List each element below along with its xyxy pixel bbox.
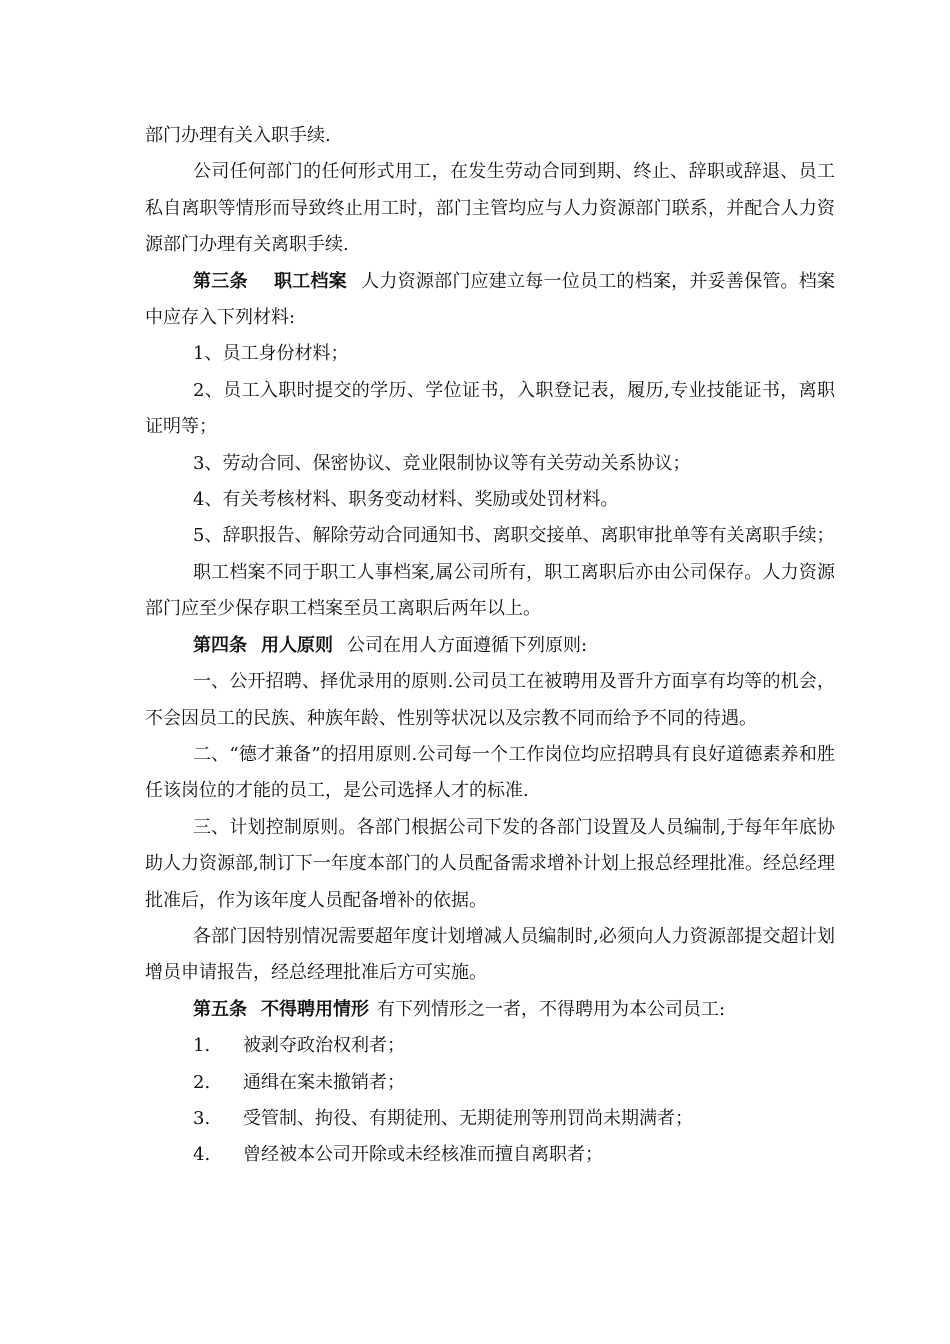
article-5	[145, 992, 835, 1028]
list-item	[145, 1101, 835, 1137]
article-3-title: 职工档案	[273, 270, 347, 292]
list-item: 2、员工入职时提交的学历、学位证书，入职登记表，履历,专业技能证书，离职证明等；	[145, 379, 835, 438]
list-number: 1.	[193, 1035, 211, 1057]
article-5-title: 不得聘用情形	[261, 998, 369, 1020]
list-text: 通缉在案未撤销者；	[243, 1071, 405, 1093]
list-text: 曾经被本公司开除或未经核准而擅自离职者；	[243, 1144, 603, 1166]
list-item: 3、劳动合同、保密协议、竞业限制协议等有关劳动关系协议；	[193, 452, 691, 474]
list-item: 1、员工身份材料；	[193, 343, 349, 365]
principle-item: 一、公开招聘、择优录用的原则.公司员工在被聘用及晋升方面享有均等的机会，不会因员工的民族、种族年龄、性别等状况以及宗教不同而给予不同的待遇。	[145, 671, 835, 729]
principle-item: 二、“德才兼备”的招用原则.公司每一个工作岗位均应招聘具有良好道德素养和胜任该岗位的才能的员工，是公司选择人才的标准.	[145, 743, 835, 802]
article-5-body: 有下列情形之一者，不得聘用为本公司员工:	[377, 998, 726, 1020]
paragraph-entry-procedures: 部门办理有关入职手续.	[145, 125, 331, 146]
article-4-body: 公司在用人方面遵循下列原则:	[347, 634, 588, 656]
list-number: 4.	[193, 1144, 211, 1166]
list-item	[145, 1028, 835, 1064]
article-4-heading: 第四条	[193, 634, 247, 656]
article-4-title: 用人原则	[261, 634, 333, 656]
article-3-body: 人力资源部门应建立每一位员工的档案，并妥善保管。档案中应存入下列材料:	[145, 270, 836, 329]
principle-item: 三、计划控制原则。各部门根据公司下发的各部门设置及人员编制,于每年年底协助人力资源部,制订下一年度本部门的人员配备需求增补计划上报总经理批准。经总经理批准后，作为该年度人员配备增补的依据。	[145, 816, 835, 911]
list-item: 4、有关考核材料、职务变动材料、奖励或处罚材料。	[193, 489, 619, 511]
list-number: 3.	[193, 1107, 211, 1129]
list-item	[145, 1137, 835, 1173]
paragraph-termination: 公司任何部门的任何形式用工，在发生劳动合同到期、终止、辞职或辞退、员工私自离职等情形而导致终止用工时，部门主管均应与人力资源部门联系，并配合人力资源部门办理有关离职手续.	[145, 161, 835, 256]
article-3	[145, 264, 835, 337]
list-text: 受管制、拘役、有期徒刑、无期徒刑等刑罚尚未期满者；	[243, 1107, 693, 1129]
list-number: 2.	[193, 1071, 211, 1093]
article-3-heading: 第三条	[193, 270, 248, 292]
principle-item: 各部门因特别情况需要超年度计划增减人员编制时,必须向人力资源部提交超计划增员申请报告，经总经理批准后方可实施。	[145, 925, 835, 984]
paragraph-archive-ownership: 职工档案不同于职工人事档案,属公司所有，职工离职后亦由公司保存。人力资源部门应至少保存职工档案至员工离职后两年以上。	[145, 561, 835, 620]
document-body	[145, 118, 835, 1174]
article-5-heading: 第五条	[193, 998, 247, 1020]
list-text: 被剥夺政治权利者；	[243, 1035, 405, 1057]
article-4	[145, 628, 835, 664]
list-item	[145, 1065, 835, 1101]
list-item: 5、辞职报告、解除劳动合同通知书、离职交接单、离职审批单等有关离职手续；	[193, 525, 835, 547]
